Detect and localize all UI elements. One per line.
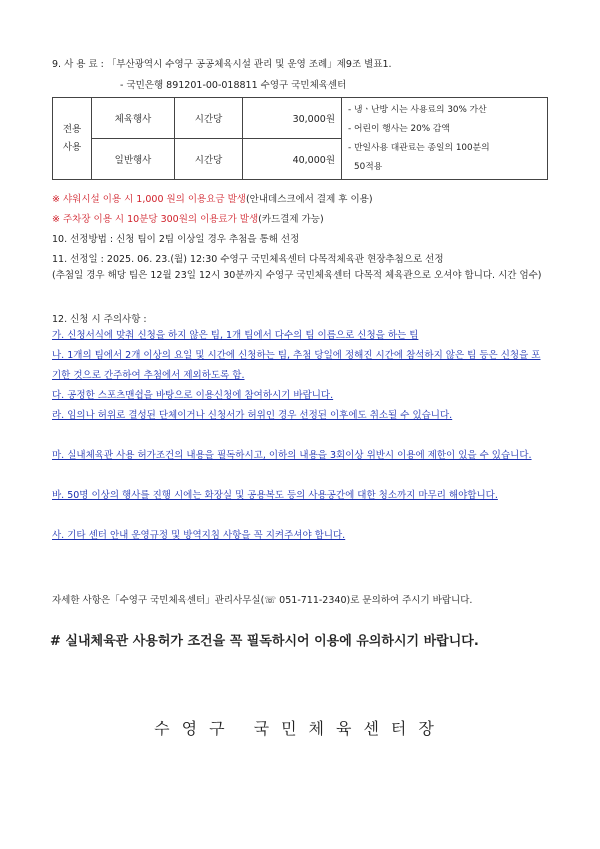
row-price: 40,000원	[243, 139, 342, 180]
note: - 냉ㆍ난방 시는 사용료의 30% 가산	[348, 104, 487, 115]
shower-warning-label: ※ 샤워시설	[52, 194, 100, 205]
note: - 반일사용 대관료는 종일의 100분의	[348, 142, 490, 153]
signature: 수영구 국민체육센터장	[154, 719, 446, 738]
fee-line: 9. 사 용 료 : 「부산광역시 수영구 공공체육시설 관리 및 운영 조례」제9조 별표1.	[52, 59, 392, 70]
group-label: 전용 사용	[53, 98, 92, 180]
note: - 어린이 행사는 20% 감액	[348, 123, 450, 134]
caution-item: 라. 임의나 허위로 결성된 단체이거나 신청서가 허위인 경우 선정된 이후에도 취소될 수 있습니다.	[52, 410, 453, 421]
selection-date: 11. 선정일 : 2025. 06. 23.(월) 12:30 수영구 국민체육센터 다목적체육관 현장추첨으로 선정	[52, 254, 444, 265]
selection-note: (추첨일 경우 해당 팀은 12월 23일 12시 30분까지 수영구 국민체육센터 다목적 체육관으로 오셔야 합니다. 시간 엄수)	[52, 270, 542, 281]
row-type: 체육행사	[92, 98, 175, 139]
shower-warning	[52, 191, 373, 205]
cautions-heading: 12. 신청 시 주의사항 :	[52, 314, 147, 325]
parking-warning	[52, 211, 324, 225]
row-unit: 시간당	[175, 98, 243, 139]
selection-method: 10. 선정방법 : 신청 팀이 2팀 이상일 경우 추첨을 통해 선정	[52, 234, 300, 245]
caution-item: 나. 1개의 팀에서 2개 이상의 요일 및 시간에 신청하는 팀, 추첨 당일에 정해진 시간에 참석하지 않은 팀 등은 신청을 포기한 것으로 간주하여 추첨에서 제외하도록 함.	[52, 350, 541, 381]
contact-info: 자세한 사항은「수영구 국민체육센터」관리사무실(☏ 051-711-2340)로 문의하여 주시기 바랍니다.	[52, 595, 473, 606]
caution-item: 다. 공정한 스포츠맨쉽을 바탕으로 이용신청에 참여하시기 바랍니다.	[52, 390, 334, 401]
note: 50적용	[354, 161, 383, 172]
fee-notes	[342, 98, 548, 180]
caution-item: 바. 50명 이상의 행사를 진행 시에는 화장실 및 공용복도 등의 사용공간에 대한 청소까지 마무리 해야합니다.	[52, 490, 498, 501]
caution-item: 가. 신청서식에 맞춰 신청을 하지 않은 팀, 1개 팀에서 다수의 팀 이름으로 신청을 하는 팀	[52, 330, 419, 341]
parking-warning-tail: (카드결제 가능)	[258, 214, 324, 225]
bank-account: - 국민은행 891201-00-018811 수영구 국민체육센터	[120, 80, 347, 91]
row-type: 일반행사	[92, 139, 175, 180]
caution-item: 마. 실내체육관 사용 허가조건의 내용을 필독하시고, 이하의 내용을 3회이상 위반시 이용에 제한이 있을 수 있습니다.	[52, 450, 532, 461]
notice: # 실내체육관 사용허가 조건을 꼭 필독하시어 이용에 유의하시기 바랍니다.	[50, 634, 479, 649]
caution-item: 사. 기타 센터 안내 운영규정 및 방역지침 사항을 꼭 지켜주셔야 합니다.	[52, 530, 346, 541]
parking-warning-label: ※ 주차장	[52, 214, 91, 225]
fee-table	[52, 97, 548, 180]
parking-warning-text: 이용 시 10분당 300원의 이용료가 발생	[90, 214, 259, 225]
shower-warning-tail: (안내데스크에서 결제 후 이용)	[245, 194, 373, 205]
row-unit: 시간당	[175, 139, 243, 180]
shower-warning-text: 이용 시 1,000 원의 이용요금 발생	[99, 194, 246, 205]
row-price: 30,000원	[243, 98, 342, 139]
